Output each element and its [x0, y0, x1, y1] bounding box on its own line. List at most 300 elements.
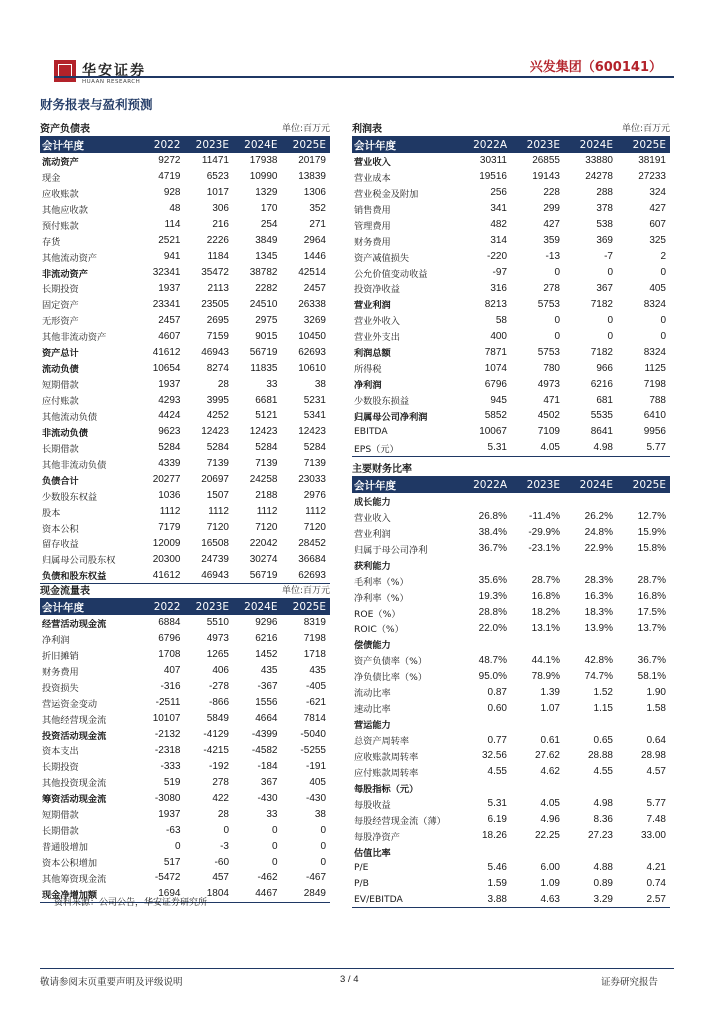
cell-value [458, 493, 511, 509]
cell-value: 324 [649, 187, 666, 199]
income-statement-panel [352, 118, 670, 457]
cell-value: -5255 [300, 744, 326, 756]
cell-value [511, 780, 564, 796]
cell-value: 422 [212, 792, 229, 804]
cell-value: 5284 [158, 442, 181, 454]
cell-value: 4.55 [487, 766, 507, 778]
cell-value: 7871 [484, 346, 507, 358]
cell-value: 10450 [298, 330, 326, 342]
table-row [352, 424, 670, 440]
cell-value: -63 [166, 824, 181, 836]
cell-value: 400 [490, 330, 507, 342]
cell-value: 32341 [152, 267, 181, 279]
cell-value: 22.25 [534, 830, 560, 842]
cell-value: 26.2% [584, 511, 613, 523]
row-label: 预付账款 [42, 220, 79, 232]
cell-value: 36684 [298, 553, 326, 565]
cell-value: 0 [271, 840, 278, 852]
cell-value: 4.98 [593, 798, 613, 810]
table-row [352, 589, 670, 605]
cell-value: 2975 [255, 314, 278, 326]
cell-value: 3.88 [487, 893, 507, 905]
table-row [352, 525, 670, 541]
column-header-year: 2023E [185, 599, 234, 615]
row-label: 其他非流动资产 [42, 332, 107, 344]
table-row [40, 376, 330, 392]
row-label: 营业成本 [354, 172, 391, 184]
cash-flow-title: 现金流量表 [40, 585, 90, 597]
cell-value: -23.1% [528, 543, 560, 555]
cell-value [564, 493, 617, 509]
cell-value: 19.3% [478, 591, 507, 603]
row-label: 净利润 [354, 380, 382, 392]
row-label: 管理费用 [354, 220, 391, 232]
cell-value: 0.65 [593, 734, 613, 746]
cell-value [458, 844, 511, 860]
cell-value: 6796 [484, 378, 507, 390]
cell-value: 5341 [303, 410, 326, 422]
section-row [352, 716, 670, 732]
cell-value: 41612 [152, 569, 181, 581]
row-label: 其他流动资产 [42, 252, 98, 264]
cell-value: 8324 [643, 346, 666, 358]
cell-value: 56719 [249, 569, 278, 581]
cell-value: 367 [596, 282, 613, 294]
table-row [352, 652, 670, 668]
cell-value: 1074 [484, 362, 507, 374]
cell-value [617, 716, 670, 732]
cell-value: 4.57 [646, 766, 666, 778]
cell-value: -333 [160, 760, 181, 772]
cell-value: 16508 [201, 537, 229, 549]
cell-value: 38782 [249, 267, 278, 279]
cell-value: 5121 [255, 410, 278, 422]
cell-value: 0 [320, 824, 326, 836]
row-label: 固定资产 [42, 300, 79, 312]
cell-value: 0.77 [487, 734, 507, 746]
cell-value: 341 [490, 203, 507, 215]
table-row [40, 408, 330, 424]
row-label: 投资净收益 [354, 284, 400, 296]
column-header-label: 会计年度 [352, 137, 458, 153]
row-label: 销售费用 [354, 204, 391, 216]
cell-value: 2976 [303, 490, 326, 502]
cell-value: 1184 [207, 251, 229, 263]
cell-value: 1694 [158, 888, 181, 900]
table-row [352, 281, 670, 297]
cell-value: 928 [163, 187, 181, 199]
income-statement-title: 利润表 [352, 123, 382, 135]
cell-value: 7120 [206, 522, 229, 534]
logo-seal-icon [54, 60, 76, 82]
cell-value: 4.62 [540, 766, 560, 778]
section-row [352, 780, 670, 796]
cell-value: -97 [492, 267, 507, 279]
table-row [40, 520, 330, 536]
cell-value: 36.7% [637, 654, 666, 666]
ratios-table [352, 477, 670, 908]
table-row [40, 870, 330, 886]
row-label: 其他经营现金流 [42, 714, 107, 726]
cell-value [458, 716, 511, 732]
section-row [352, 844, 670, 860]
cell-value [617, 844, 670, 860]
cell-value: 5.77 [646, 442, 666, 454]
cell-value: 3995 [206, 394, 229, 406]
row-label: 资本公积增加 [42, 858, 98, 870]
table-row [40, 663, 330, 679]
cell-value: 1125 [644, 362, 666, 374]
cell-value: 16.3% [584, 591, 613, 603]
cell-value: 30311 [479, 155, 507, 167]
row-label: 毛利率（%） [354, 576, 409, 588]
cell-value: 26338 [298, 298, 326, 310]
cell-value: 10610 [298, 362, 326, 374]
column-header-year: 2025E [617, 137, 670, 153]
cell-value: 33880 [585, 155, 613, 167]
row-label: EBITDA [354, 426, 388, 438]
cell-value: 0.89 [593, 877, 613, 889]
row-label: 成长能力 [354, 496, 391, 508]
cell-value: 1.58 [646, 702, 666, 714]
cell-value: 22.9% [584, 543, 613, 555]
cell-value [511, 493, 564, 509]
table-row [40, 249, 330, 265]
cell-value [511, 844, 564, 860]
cell-value: 2457 [158, 314, 181, 326]
cell-value: 228 [543, 187, 560, 199]
report-type: 证券研究报告 [600, 977, 658, 988]
cell-value: 1.09 [540, 877, 560, 889]
table-row [40, 551, 330, 567]
row-label: 流动资产 [42, 156, 79, 168]
cell-value: 9956 [643, 426, 666, 438]
column-header-year: 2023E [511, 137, 564, 153]
table-row [352, 169, 670, 185]
cell-value: 3.29 [593, 893, 613, 905]
cell-value: 299 [543, 203, 560, 215]
column-header-year: 2024E [233, 137, 282, 153]
table-row [40, 854, 330, 870]
cell-value [564, 557, 617, 573]
cell-value: 780 [543, 362, 560, 374]
column-header-year: 2023E [185, 137, 234, 153]
table-row [352, 668, 670, 684]
table-row [40, 360, 330, 376]
cell-value: -4399 [251, 729, 278, 741]
cell-value: -192 [208, 760, 229, 772]
table-row [40, 265, 330, 281]
cell-value: 2226 [206, 235, 229, 247]
cell-value: 7198 [643, 378, 666, 390]
cell-value: 4.96 [540, 814, 560, 826]
cell-value: 20179 [298, 155, 326, 167]
income-statement-unit: 单位:百万元 [621, 123, 670, 134]
cell-value: 5284 [255, 442, 278, 454]
table-row [40, 488, 330, 504]
row-label: 每股经营现金流（薄） [354, 815, 446, 827]
cell-value: 3849 [255, 235, 278, 247]
cell-value: 4973 [206, 633, 229, 645]
table-row [352, 700, 670, 716]
cell-value: -5040 [300, 729, 326, 741]
cell-value: 38191 [638, 155, 666, 167]
cell-value: 216 [212, 219, 229, 231]
cell-value: 7109 [537, 426, 560, 438]
table-row [352, 249, 670, 265]
cell-value [458, 780, 511, 796]
row-label: 短期借款 [42, 380, 79, 392]
cell-value: 22.0% [478, 622, 507, 634]
cell-value: 271 [309, 219, 326, 231]
cell-value: 1556 [255, 697, 278, 709]
cell-value: 28.8% [478, 607, 507, 619]
cell-value: 24739 [201, 553, 229, 565]
table-row [352, 541, 670, 557]
cell-value: 1112 [256, 506, 278, 518]
cell-value: 1.90 [646, 686, 666, 698]
table-row [40, 504, 330, 520]
cell-value: 5284 [303, 442, 326, 454]
row-label: 营业外支出 [354, 332, 400, 344]
column-header-year: 2022 [136, 137, 185, 153]
cell-value: -60 [214, 856, 229, 868]
column-header-year: 2025E [282, 599, 331, 615]
cell-value: -3 [220, 840, 229, 852]
row-label: 总资产周转率 [354, 736, 410, 748]
cell-value: 0.61 [540, 734, 560, 746]
table-row [352, 440, 670, 456]
cell-value: 1937 [158, 378, 181, 390]
cell-value: 314 [490, 235, 507, 247]
cell-value: 0 [607, 314, 613, 326]
cell-value: 406 [212, 665, 229, 677]
row-label: 非流动负债 [42, 427, 88, 439]
table-row [352, 376, 670, 392]
cell-value: 2457 [303, 282, 326, 294]
cell-value: 7120 [303, 522, 326, 534]
row-label: 营业外收入 [354, 316, 400, 328]
cell-value: 3269 [303, 314, 326, 326]
ratios-title: 主要财务比率 [352, 463, 412, 475]
table-row [352, 605, 670, 621]
cell-value: 1937 [158, 808, 181, 820]
row-label: 经营活动现金流 [42, 618, 107, 630]
row-label: 营运能力 [354, 720, 391, 732]
cell-value: 33.00 [640, 830, 666, 842]
cell-value: 6681 [255, 394, 278, 406]
cell-value: 4607 [158, 330, 181, 342]
cell-value: 1718 [303, 649, 326, 661]
cell-value: 95.0% [478, 670, 507, 682]
section-row [352, 557, 670, 573]
table-row [40, 536, 330, 552]
cell-value: 16.8% [637, 591, 666, 603]
cell-value: 7182 [590, 346, 613, 358]
cell-value: 2188 [255, 490, 278, 502]
cell-value: 15.8% [637, 543, 666, 555]
cell-value: 27233 [638, 171, 666, 183]
cell-value: 681 [596, 394, 613, 406]
table-row [40, 711, 330, 727]
cell-value: -4582 [251, 744, 278, 756]
cell-value: 38 [314, 808, 326, 820]
table-row [352, 408, 670, 424]
cell-value: 1446 [303, 251, 326, 263]
cell-value: 435 [309, 665, 326, 677]
cell-value: 7179 [158, 522, 181, 534]
cell-value: 4664 [255, 713, 278, 725]
cell-value [617, 493, 670, 509]
table-row [352, 265, 670, 281]
cell-value: 4.55 [593, 766, 613, 778]
row-label: 每股指标（元） [354, 783, 419, 795]
cell-value: 427 [543, 219, 560, 231]
cell-value: 10990 [249, 171, 278, 183]
cell-value: -430 [257, 792, 278, 804]
row-label: 应收账款 [42, 188, 79, 200]
cell-value: 9015 [255, 330, 278, 342]
cell-value: 27.62 [534, 750, 560, 762]
row-label: 营业利润 [354, 528, 391, 540]
row-label: 流动负债 [42, 364, 79, 376]
table-row [40, 822, 330, 838]
cell-value: 24278 [585, 171, 613, 183]
cell-value: 1804 [206, 888, 229, 900]
cell-value: 6410 [643, 410, 666, 422]
cell-value [564, 844, 617, 860]
cell-value: 607 [649, 219, 666, 231]
cell-value: 405 [649, 282, 666, 294]
cell-value [617, 780, 670, 796]
cell-value: 788 [649, 394, 666, 406]
table-row [352, 217, 670, 233]
cell-value: 5.31 [487, 798, 507, 810]
table-row [352, 812, 670, 828]
cell-value: 6884 [158, 617, 181, 629]
cell-value: 2849 [303, 888, 326, 900]
row-label: 长期借款 [42, 443, 79, 455]
footer-disclaimer: 敬请参阅末页重要声明及评级说明 [40, 977, 183, 988]
row-label: 现金 [42, 172, 61, 184]
cell-value: -11.4% [529, 511, 560, 523]
cell-value: 1017 [206, 187, 229, 199]
cell-value: 0 [174, 840, 181, 852]
cell-value: 28 [217, 808, 229, 820]
table-row [40, 153, 330, 169]
cell-value: 0.60 [487, 702, 507, 714]
cell-value: 46943 [201, 569, 229, 581]
cell-value: 0 [554, 330, 560, 342]
cell-value: 19143 [532, 171, 560, 183]
row-label: 长期投资 [42, 762, 79, 774]
cell-value: 8324 [643, 298, 666, 310]
row-label: 归属于母公司净利 [354, 544, 428, 556]
section-title: 财务报表与盈利预测 [40, 97, 153, 112]
cell-value: 8319 [303, 617, 326, 629]
cell-value: 26855 [532, 155, 560, 167]
table-row [352, 312, 670, 328]
row-label: 应付账款 [42, 396, 79, 408]
row-label: 利润总额 [354, 348, 391, 360]
row-label: 负债和股东权益 [42, 571, 107, 583]
cell-value: -621 [305, 697, 326, 709]
table-row [352, 573, 670, 589]
row-label: 财务费用 [354, 236, 391, 248]
row-label: 资产减值损失 [354, 252, 410, 264]
row-label: 长期借款 [42, 826, 79, 838]
column-header-year: 2025E [617, 477, 670, 493]
row-label: 存货 [42, 236, 61, 248]
cell-value: -367 [257, 681, 278, 693]
cell-value: 28.7% [531, 575, 560, 587]
column-header-year: 2024E [233, 599, 282, 615]
row-label: 短期借款 [42, 810, 79, 822]
cell-value: 7159 [206, 330, 229, 342]
cell-value: 1.15 [593, 702, 613, 714]
cell-value: 5849 [206, 713, 229, 725]
cell-value: 12009 [152, 537, 181, 549]
cell-value: 20300 [152, 553, 181, 565]
table-row [40, 838, 330, 854]
cell-value: 519 [163, 776, 181, 788]
cell-value: 367 [260, 776, 278, 788]
cell-value: 1329 [255, 187, 278, 199]
table-row [352, 185, 670, 201]
cell-value: 4719 [158, 171, 181, 183]
cell-value: 38 [314, 378, 326, 390]
cell-value [564, 636, 617, 652]
cell-value: 256 [490, 187, 507, 199]
cell-value: 35.6% [478, 575, 507, 587]
cell-value: 7139 [255, 458, 278, 470]
table-row [40, 615, 330, 631]
row-label: 归属母公司净利润 [354, 411, 428, 423]
cell-value: 471 [543, 394, 560, 406]
cell-value: 5753 [537, 346, 560, 358]
cell-value: 12.7% [637, 511, 666, 523]
table-row [40, 328, 330, 344]
row-label: 净负债比率（%） [354, 672, 428, 684]
cell-value: 1708 [158, 649, 181, 661]
cell-value: 17938 [249, 155, 278, 167]
table-row [352, 296, 670, 312]
cell-value: 6216 [255, 633, 278, 645]
cell-value [511, 716, 564, 732]
cell-value: 517 [163, 856, 181, 868]
source-note: 资料来源：公司公告，华安证券研究所 [54, 898, 208, 908]
cell-value: 56719 [249, 346, 278, 358]
cell-value: 1452 [255, 649, 278, 661]
cell-value: 4502 [537, 410, 560, 422]
cell-value: 4.05 [540, 442, 560, 454]
cell-value: 0 [271, 856, 278, 868]
row-label: 公允价值变动收益 [354, 268, 428, 280]
cell-value: -13 [545, 251, 560, 263]
row-label: 负债合计 [42, 475, 79, 487]
balance-sheet-panel [40, 118, 330, 584]
cell-value: 26.8% [478, 511, 507, 523]
cell-value: 2695 [206, 314, 229, 326]
cell-value: 38.4% [478, 527, 507, 539]
row-label: 营运资金变动 [42, 698, 98, 710]
column-header-label: 会计年度 [40, 599, 136, 615]
cell-value: 435 [260, 665, 278, 677]
cell-value: 9296 [255, 617, 278, 629]
row-label: 无形资产 [42, 316, 79, 328]
row-label: 其他非流动负债 [42, 459, 107, 471]
cell-value: 9623 [158, 426, 181, 438]
